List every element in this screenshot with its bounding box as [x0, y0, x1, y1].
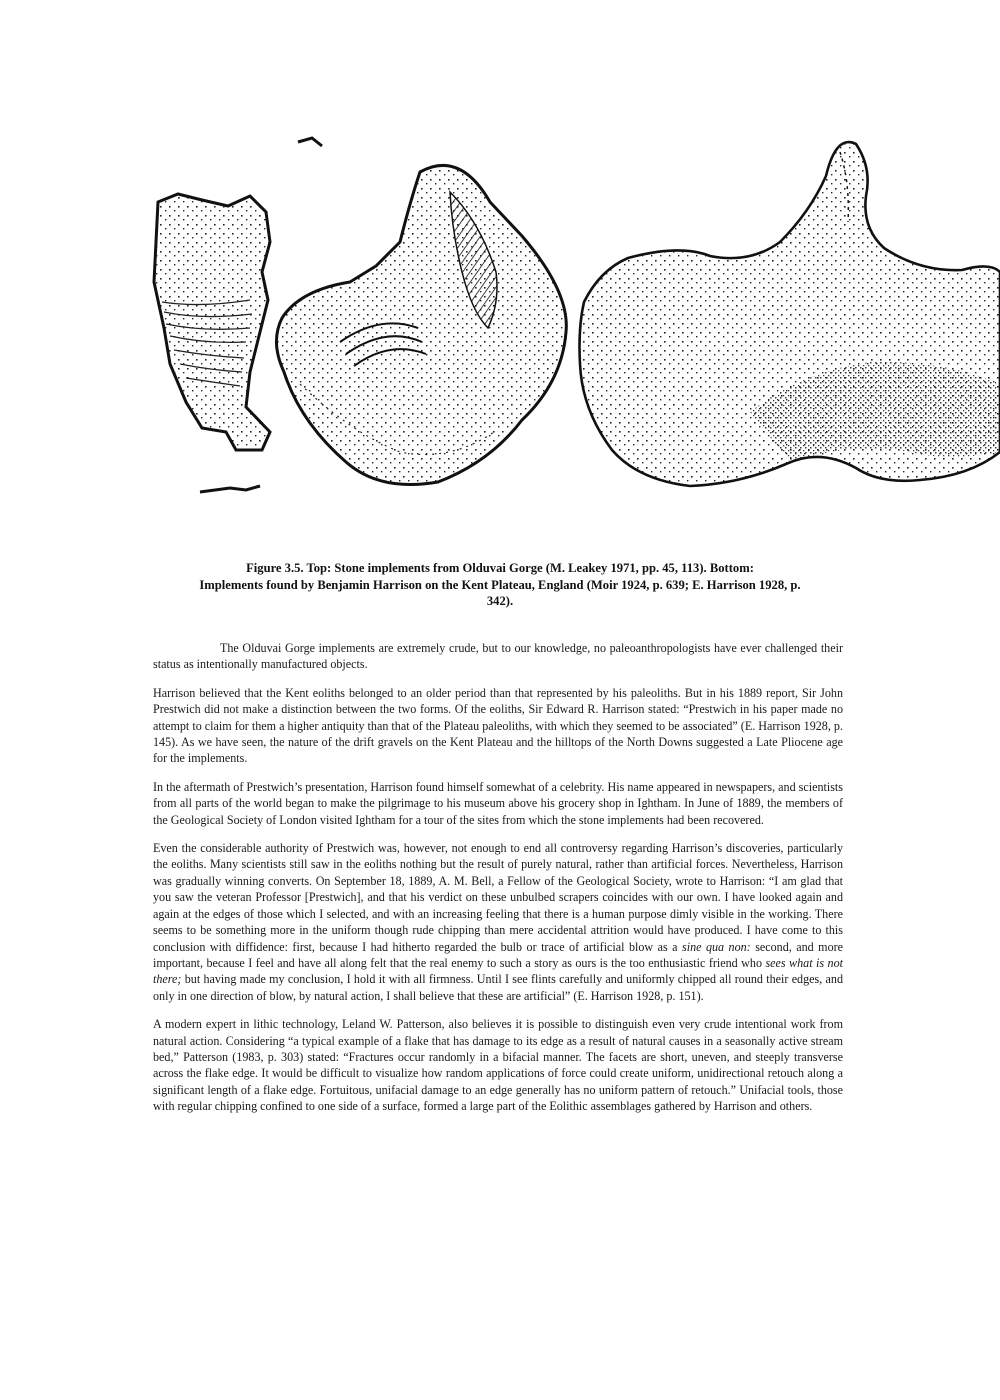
- body-text: [153, 640, 843, 1127]
- caption-line-1: Figure 3.5. Top: Stone implements from Olduvai Gorge (M. Leakey 1971, pp. 45, 113). Bottom:: [246, 561, 754, 575]
- stone-implement-center: [276, 138, 566, 485]
- caption-line-2: Implements found by Benjamin Harrison on the Kent Plateau, England (Moir 1924, p. 639; E. Harrison 1928, p.: [199, 577, 801, 592]
- paragraph-patterson: A modern expert in lithic technology, Leland W. Patterson, also believes it is possible to distinguish even very crude intentional work from natural action. Considering “a typical example of a flake that has damage to its edge as a result of natural causes in a seasonally active stream bed,” Patterson (1983, p. 303) stated: “Fractures occur randomly in a bifacial manner. The facets are short, uneven, and steeply transverse across the flake edge. It would be difficult to visualize how random applications of force could create uniform, unidirectional retouch along a significant length of a flake edge. Fortuitous, unifacial damage to an edge generally has no uniform pattern of retouch.” Unifacial tools, those with regular chipping confined to one side of a surface, formed a large part of the Eolithic assemblages gathered by Harrison and others.: [153, 1017, 843, 1114]
- paragraph-olduvai: The Olduvai Gorge implements are extremely crude, but to our knowledge, no paleoanthropologists have ever challenged their status as intentionally manufactured objects.: [153, 641, 843, 672]
- stone-implement-right: [580, 142, 1000, 486]
- paragraph-controversy-part-2: second, and more important, because I feel and have all along felt that the real enemy to such a story as ours is the too enthusiastic friend who: [153, 939, 844, 970]
- figure-caption: [150, 560, 850, 610]
- paragraph-controversy: [153, 840, 843, 1004]
- emphasis-sine-qua-non: sine qua non:: [682, 939, 751, 954]
- stone-implement-left: [154, 194, 270, 492]
- paragraph-controversy-part-1: Even the considerable authority of Prestwich was, however, not enough to end all controversy regarding Harrison’s discoveries, particularly the eoliths. Many scientists still saw in the eoliths nothing but the result of purely natural, rather than artificial forces. Nevertheless, Harrison was gradually winning converts. On September 18, 1889, A. M. Bell, a Fellow of the Geological Society, wrote to Harrison: “I am glad that you saw the veteran Professor [Prestwich], and that his verdict on these unbulbed scrapers coincides with our own. I have looked again and again at the edges of those which I selected, and with an increasing feeling that there is a human purpose dimly visible in the working. There seems to be something more in the uniform though rude chipping than mere accidental attrition would have produced. I have come to this conclusion with diffidence: first, because I had hitherto regarded the bulb or trace of artificial blow as a: [153, 841, 843, 954]
- paragraph-controversy-part-3: but having made my conclusion, I hold it with all firmness. Until I see flints carefully and uniformly chipped all round their edges, and only in one direction of blow, by natural action, I shall believe that these are artificial” (E. Harrison 1928, p. 151).: [153, 972, 843, 1003]
- caption-line-3: 342).: [486, 594, 514, 608]
- paragraph-harrison-eoliths: Harrison believed that the Kent eoliths belonged to an older period than that represented by his paleoliths. But in his 1889 report, Sir John Prestwich did not make a distinction between the two forms. Of the eoliths, Sir Edward R. Harrison stated: “Prestwich in his paper made no attempt to claim for them a higher antiquity than that of the Plateau paleoliths, with which they seemed to be associated” (E. Harrison 1928, p. 145). As we have seen, the nature of the drift gravels on the Kent Plateau and the hilltops of the North Downs suggested a Late Pliocene age for the implements.: [153, 685, 843, 766]
- figure-stone-implements: [150, 132, 1000, 500]
- paragraph-prestwich-aftermath: In the aftermath of Prestwich’s presentation, Harrison found himself somewhat of a celebrity. His name appeared in newspapers, and scientists from all parts of the world began to make the pilgrimage to his museum above his grocery shop in Ightham. In June of 1889, the members of the Geological Society of London visited Ightham for a tour of the sites from which the stone implements had been recovered.: [153, 779, 843, 827]
- emphasis-sees-what-is-not-there: sees what is not there;: [153, 955, 843, 987]
